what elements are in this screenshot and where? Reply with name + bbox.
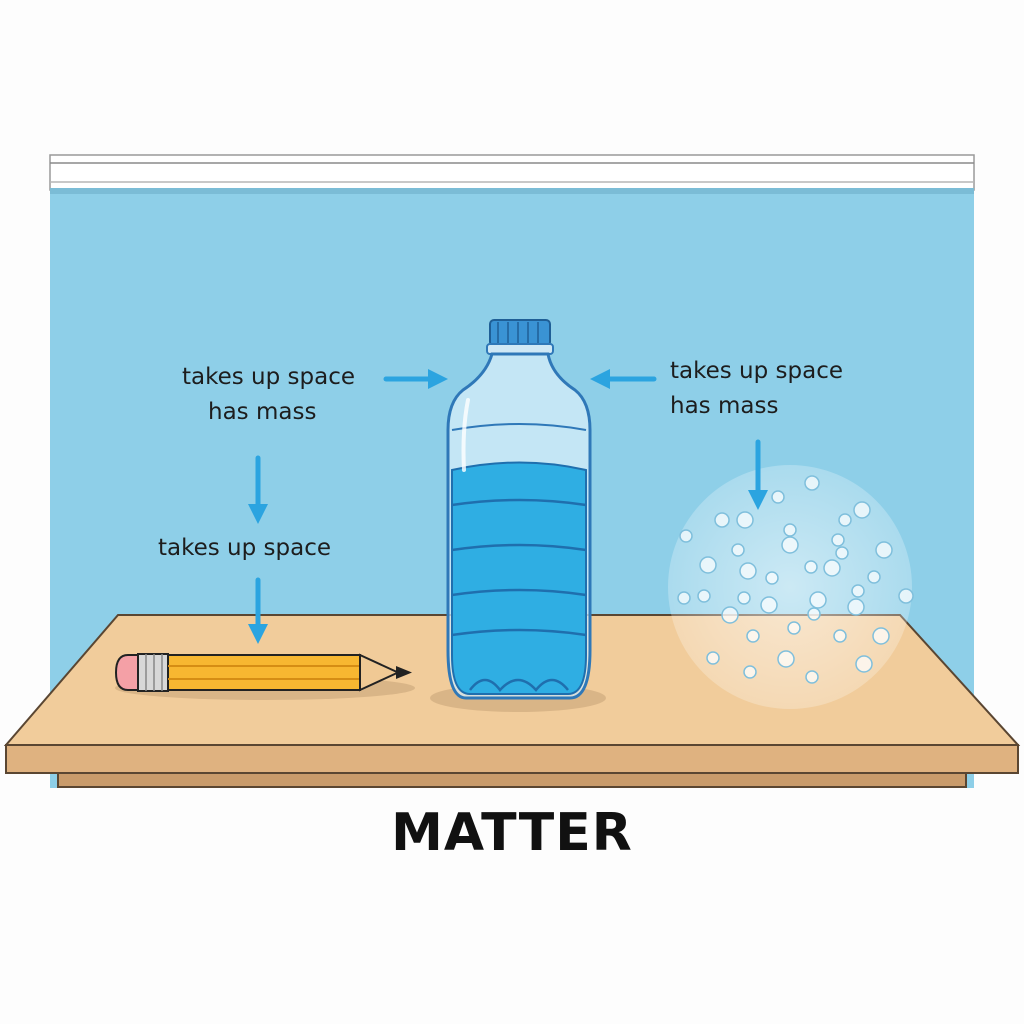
bottle-label-left-line1: takes up space <box>182 364 356 390</box>
ceiling-molding <box>50 155 974 194</box>
bottle-label-left-line2: has mass <box>208 399 317 425</box>
air-label-line2: has mass <box>670 393 779 419</box>
page-title: MATTER <box>391 803 633 863</box>
air-bubbles-icon <box>668 465 913 709</box>
air-label-line1: takes up space <box>670 358 844 384</box>
pencil-label: takes up space <box>158 535 332 561</box>
pencil-icon <box>115 654 415 700</box>
